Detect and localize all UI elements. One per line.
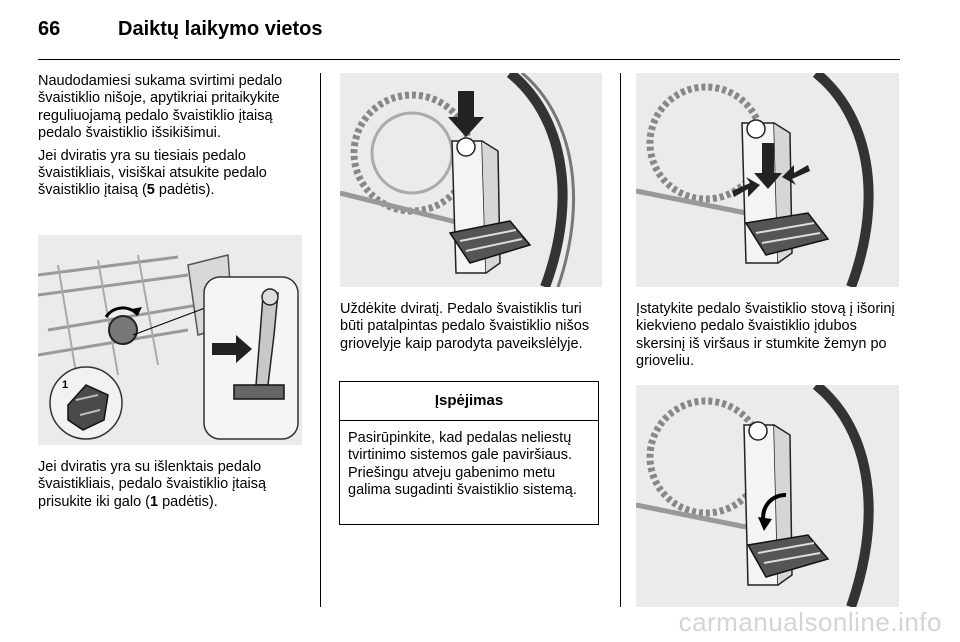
instruction-paragraph-5: Įstatykite pedalo švaistiklio stovą į išorinį kiekvieno pedalo švaistiklio įdubos skersinį iš viršaus ir stumkite žemyn po grioveliu. [636,301,895,370]
figure-bike-placement [340,73,602,287]
column-divider-left [320,73,321,607]
column-divider-right [620,73,621,607]
figure-push-down [636,385,899,607]
page-title: Daiktų laikymo vietos [118,18,323,40]
instruction-paragraph-1: Naudodamiesi sukama svirtimi pedalo švaistiklio nišoje, apytikriai pritaikykite reguliuojamą pedalo švaistiklio įtaisą pedalo švaistiklio išsikišimui. [38,73,283,142]
figure-holder-insert [636,73,899,287]
instruction-paragraph-2: Jei dviratis yra su tiesiais pedalo švaistikliais, visiškai atsukite pedalo švaistiklio įtaisą (5 padėtis). [38,147,267,199]
figure-crank-adjust [38,235,302,445]
warning-box [339,381,599,525]
column-3-text [636,301,901,371]
instruction-paragraph-3: Jei dviratis yra su išlenktais pedalo švaistikliais, pedalo švaistiklio įtaisą prisukite iki galo (1 padėtis). [38,459,267,510]
header-divider [38,59,900,60]
column-2-text [340,301,605,353]
column-1-bottom-text [38,459,306,511]
page-header [0,0,960,60]
column-1-top-text [38,73,306,200]
figure-position-label: 1 [62,379,69,391]
warning-title: Įspėjimas [340,382,598,421]
warning-text: Pasirūpinkite, kad pedalas neliestų tvirtinimo sistemos gale paviršiaus. Priešingu atveju gabenimo metu galima sugadinti švaistiklio sistemą. [348,430,577,499]
page-number: 66 [38,18,61,40]
site-watermark: carmanualsonline.info [678,607,942,637]
instruction-paragraph-4: Uždėkite dviratį. Pedalo švaistiklis turi būti patalpintas pedalo švaistiklio nišos griovelyje kaip parodyta paveikslėlyje. [340,301,590,352]
